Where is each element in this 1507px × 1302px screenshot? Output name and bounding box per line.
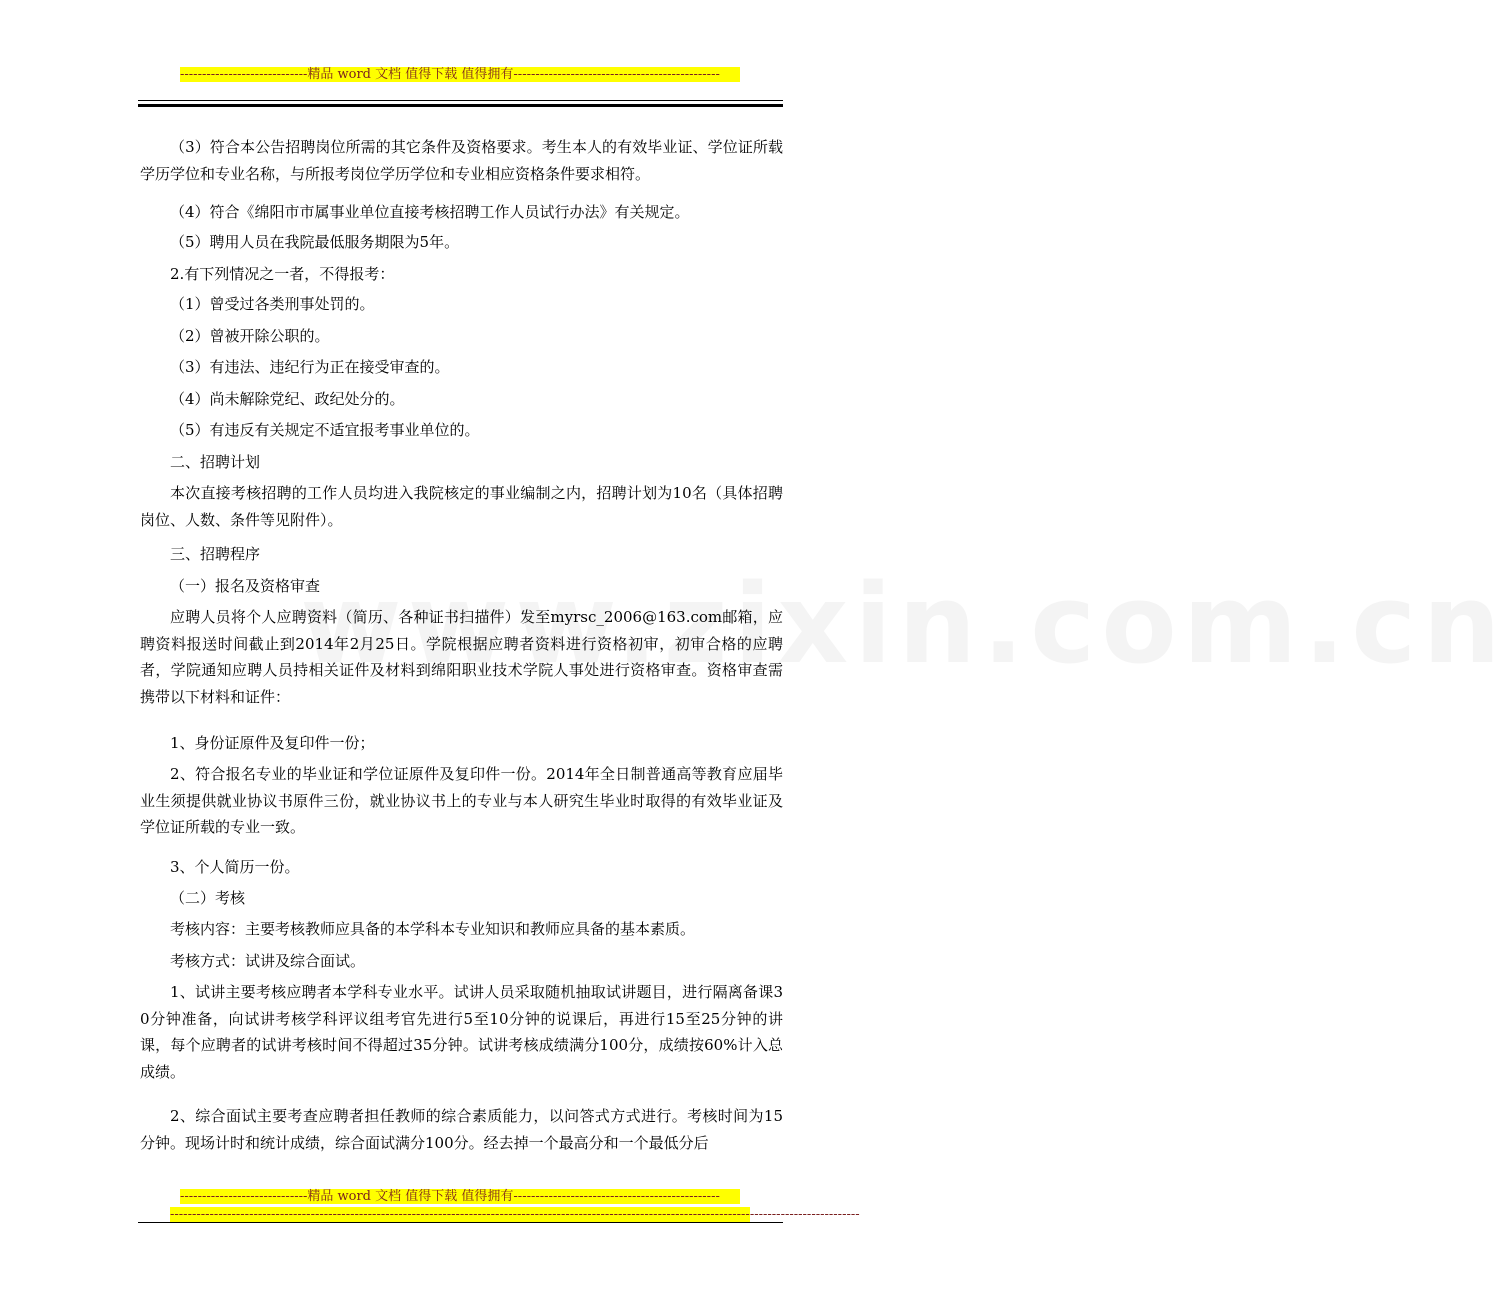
paragraph-assessment-method: 考核方式：试讲及综合面试。 xyxy=(170,952,366,970)
paragraph-condition-3: （3）符合本公告招聘岗位所需的其它条件及资格要求。考生本人的有效毕业证、学位证所载学历学位和专业名称，与所报考岗位学历学位和专业相应资格条件要求相符。 xyxy=(140,138,783,183)
footer-banner-dashes: ------------------------------------------------------------------------------------------------------------------------------------------------------------- xyxy=(170,1207,860,1222)
paragraph-material-2: 2、符合报名专业的毕业证和学位证原件及复印件一份。2014年全日制普通高等教育应届毕业生须提供就业协议书原件三份，就业协议书上的专业与本人研究生毕业时取得的有效毕业证及学位证所载的专业一致。 xyxy=(140,765,783,836)
header-rule-top xyxy=(138,100,783,101)
paragraph-exclusion-5: （5）有违反有关规定不适宜报考事业单位的。 xyxy=(170,421,480,439)
paragraph-exclusions-heading: 2.有下列情况之一者，不得报考： xyxy=(170,265,395,283)
paragraph-exclusion-1: （1）曾受过各类刑事处罚的。 xyxy=(170,295,375,313)
paragraph-condition-4: （4）符合《绵阳市市属事业单位直接考核招聘工作人员试行办法》有关规定。 xyxy=(170,203,690,221)
paragraph-exclusion-4: （4）尚未解除党纪、政纪处分的。 xyxy=(170,390,405,408)
header-banner: -----------------------------精品 word 文档 值得下载 值得拥有----------------------------------------------- xyxy=(180,67,740,82)
paragraph-exclusion-3: （3）有违法、违纪行为正在接受审查的。 xyxy=(170,358,450,376)
section-heading-procedure: 三、招聘程序 xyxy=(170,545,261,563)
paragraph-registration: 应聘人员将个人应聘资料（简历、各种证书扫描件）发至myrsc_2006@163.com邮箱，应聘资料报送时间截止到2014年2月25日。学院根据应聘者资料进行资格初审，初审合格的应聘者，学院通知应聘人员持相关证件及材料到绵阳职业技术学院人事处进行资格审查。资格审查需携带以下材料和证件： xyxy=(140,608,783,706)
paragraph-exclusion-2: （2）曾被开除公职的。 xyxy=(170,327,330,345)
paragraph-material-3: 3、个人简历一份。 xyxy=(170,858,300,876)
paragraph-interview: 2、综合面试主要考查应聘者担任教师的综合素质能力，以问答式方式进行。考核时间为15分钟。现场计时和统计成绩，综合面试满分100分。经去掉一个最高分和一个最低分后 xyxy=(140,1107,783,1152)
paragraph-material-1: 1、身份证原件及复印件一份； xyxy=(170,734,375,752)
paragraph-trial-lecture: 1、试讲主要考核应聘者本学科专业水平。试讲人员采取随机抽取试讲题目，进行隔离备课30分钟准备，向试讲考核学科评议组考官先进行5至10分钟的说课后，再进行15至25分钟的讲课，每个应聘者的试讲考核时间不得超过35分钟。试讲考核成绩满分100分，成绩按60%计入总成绩。 xyxy=(140,983,783,1081)
section-heading-plan: 二、招聘计划 xyxy=(170,453,261,471)
paragraph-assessment-content: 考核内容：主要考核教师应具备的本学科本专业知识和教师应具备的基本素质。 xyxy=(170,920,696,938)
header-rule-bottom xyxy=(138,104,783,107)
subsection-heading-assessment: （二）考核 xyxy=(170,889,246,907)
paragraph-condition-5: （5）聘用人员在我院最低服务期限为5年。 xyxy=(170,233,460,251)
paragraph-plan: 本次直接考核招聘的工作人员均进入我院核定的事业编制之内，招聘计划为10名（具体招聘岗位、人数、条件等见附件）。 xyxy=(140,484,783,529)
footer-banner: -----------------------------精品 word 文档 值得下载 值得拥有----------------------------------------------- xyxy=(180,1189,740,1204)
footer-rule xyxy=(138,1222,783,1223)
subsection-heading-registration: （一）报名及资格审查 xyxy=(170,577,321,595)
